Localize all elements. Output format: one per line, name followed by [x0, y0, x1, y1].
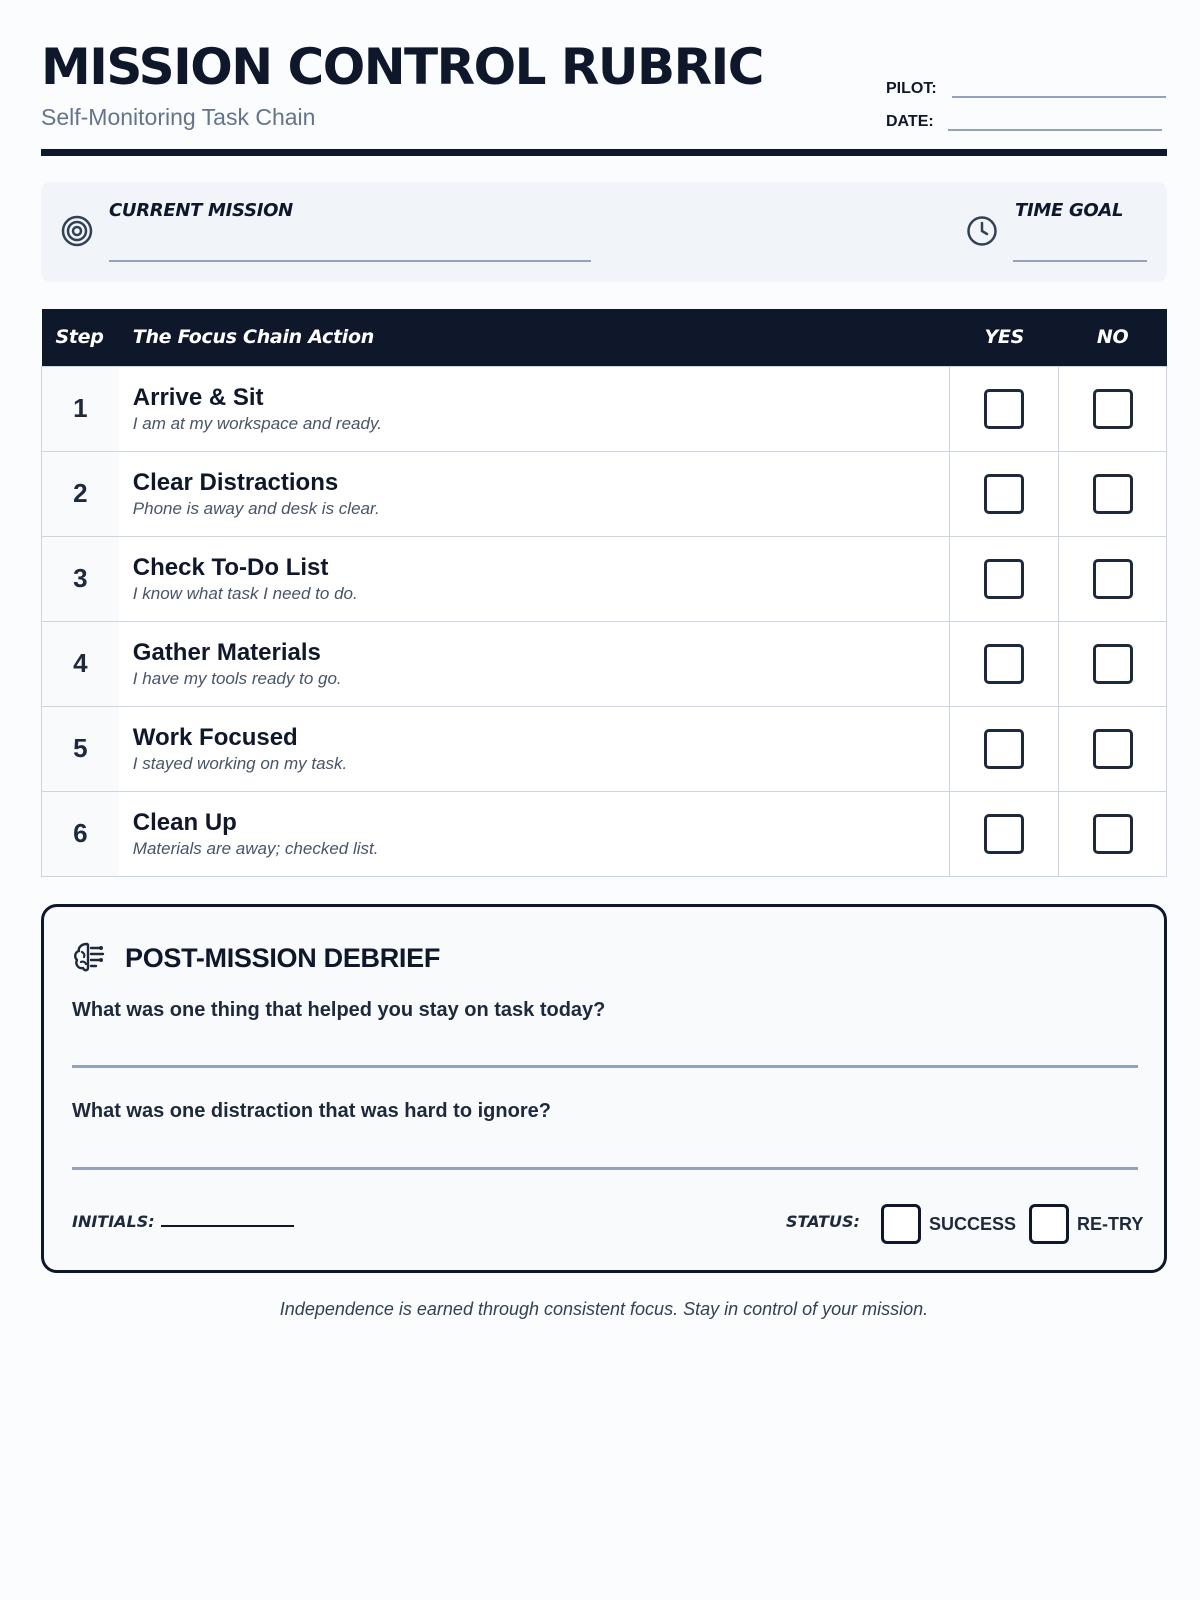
status-success-option[interactable] — [881, 1204, 1016, 1244]
success-checkbox[interactable] — [881, 1204, 921, 1244]
action-cell — [119, 536, 950, 621]
mission-panel — [41, 182, 1167, 282]
yes-checkbox[interactable] — [984, 729, 1024, 769]
step-number: 5 — [42, 706, 119, 791]
step-number: 1 — [42, 366, 119, 451]
table-row — [42, 791, 1167, 876]
yes-checkbox[interactable] — [984, 559, 1024, 599]
step-number: 2 — [42, 451, 119, 536]
time-goal-label: TIME GOAL — [1015, 200, 1124, 221]
initials-label: INITIALS: — [72, 1212, 155, 1231]
focus-chain-table — [41, 309, 1167, 877]
debrief-answer-2-line[interactable] — [72, 1167, 1138, 1170]
no-cell — [1059, 621, 1167, 706]
table-row — [42, 366, 1167, 451]
pilot-input-line[interactable] — [952, 76, 1166, 98]
action-description: I know what task I need to do. — [132, 583, 358, 603]
debrief-question-2: What was one distraction that was hard to ignore? — [72, 1100, 551, 1122]
action-title: Arrive & Sit — [132, 383, 264, 411]
action-title: Work Focused — [132, 723, 298, 751]
debrief-question-1: What was one thing that helped you stay on task today? — [72, 999, 606, 1021]
action-description: I stayed working on my task. — [132, 753, 348, 773]
time-goal-input-line[interactable] — [1013, 260, 1147, 262]
no-cell — [1059, 451, 1167, 536]
no-checkbox[interactable] — [1093, 814, 1133, 854]
yes-checkbox[interactable] — [984, 644, 1024, 684]
pilot-label: PILOT: — [886, 80, 937, 97]
action-title: Clean Up — [132, 808, 237, 836]
yes-cell — [950, 791, 1059, 876]
table-row — [42, 536, 1167, 621]
date-label: DATE: — [886, 113, 934, 130]
action-cell — [119, 706, 950, 791]
table-row — [42, 621, 1167, 706]
table-row — [42, 706, 1167, 791]
no-checkbox[interactable] — [1093, 389, 1133, 429]
step-column-header: Step — [42, 309, 119, 366]
page-title: MISSION CONTROL RUBRIC — [41, 38, 763, 96]
action-description: Materials are away; checked list. — [132, 838, 379, 858]
yes-cell — [950, 366, 1059, 451]
no-checkbox[interactable] — [1093, 729, 1133, 769]
date-input-line[interactable] — [948, 109, 1162, 131]
page-subtitle: Self-Monitoring Task Chain — [41, 104, 316, 130]
pilot-field — [886, 76, 1166, 98]
clock-icon — [966, 215, 998, 247]
action-cell — [119, 621, 950, 706]
table-header-row — [42, 309, 1167, 366]
action-cell — [119, 366, 950, 451]
action-description: Phone is away and desk is clear. — [132, 498, 380, 518]
status-label: STATUS: — [786, 1212, 860, 1231]
action-cell — [119, 451, 950, 536]
yes-column-header: YES — [950, 309, 1059, 366]
action-title: Check To-Do List — [132, 553, 329, 581]
current-mission-label: CURRENT MISSION — [109, 200, 293, 221]
action-title: Gather Materials — [132, 638, 321, 666]
status-retry-option[interactable] — [1029, 1204, 1143, 1244]
action-column-header: The Focus Chain Action — [119, 309, 950, 366]
step-number: 4 — [42, 621, 119, 706]
debrief-panel — [41, 904, 1167, 1273]
no-cell — [1059, 791, 1167, 876]
no-column-header: NO — [1059, 309, 1167, 366]
brain-icon — [72, 940, 106, 974]
initials-input-line[interactable] — [161, 1225, 294, 1227]
action-description: I am at my workspace and ready. — [132, 413, 382, 433]
no-cell — [1059, 536, 1167, 621]
rubric-page — [41, 0, 1167, 1319]
action-title: Clear Distractions — [132, 468, 339, 496]
current-mission-input-line[interactable] — [109, 260, 591, 262]
yes-cell — [950, 621, 1059, 706]
no-cell — [1059, 706, 1167, 791]
success-label: SUCCESS — [929, 1213, 1017, 1234]
date-field — [886, 109, 1162, 131]
yes-cell — [950, 706, 1059, 791]
yes-checkbox[interactable] — [984, 474, 1024, 514]
debrief-answer-1-line[interactable] — [72, 1065, 1138, 1068]
debrief-title: POST-MISSION DEBRIEF — [125, 943, 441, 973]
retry-label: RE-TRY — [1077, 1213, 1144, 1234]
yes-checkbox[interactable] — [984, 389, 1024, 429]
step-number: 6 — [42, 791, 119, 876]
no-cell — [1059, 366, 1167, 451]
table-row — [42, 451, 1167, 536]
no-checkbox[interactable] — [1093, 644, 1133, 684]
action-cell — [119, 791, 950, 876]
footer-motto: Independence is earned through consistent focus. Stay in control of your mission. — [279, 1299, 929, 1319]
yes-cell — [950, 536, 1059, 621]
yes-checkbox[interactable] — [984, 814, 1024, 854]
retry-checkbox[interactable] — [1029, 1204, 1069, 1244]
no-checkbox[interactable] — [1093, 559, 1133, 599]
no-checkbox[interactable] — [1093, 474, 1133, 514]
target-icon — [61, 215, 93, 247]
step-number: 3 — [42, 536, 119, 621]
action-description: I have my tools ready to go. — [132, 668, 342, 688]
yes-cell — [950, 451, 1059, 536]
header — [41, 0, 1167, 156]
